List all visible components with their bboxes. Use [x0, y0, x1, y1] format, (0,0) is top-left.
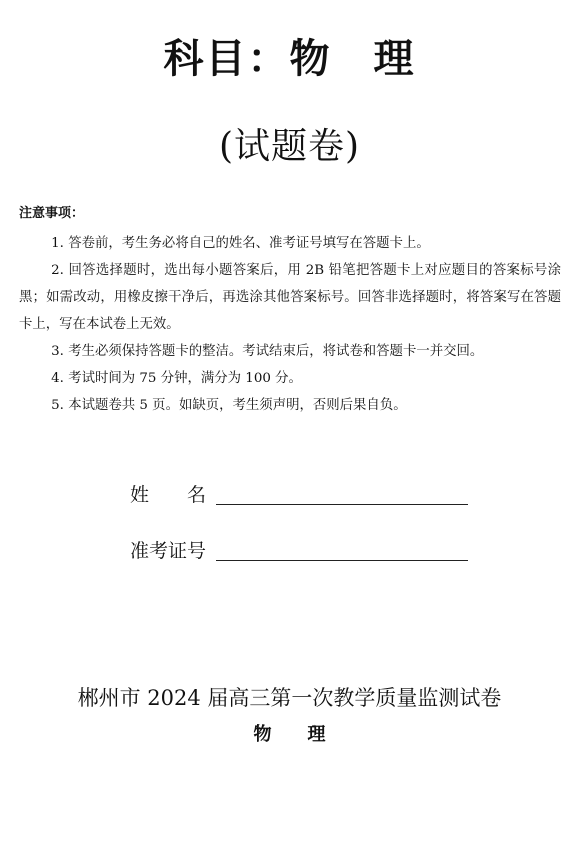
name-blank-line: [216, 504, 468, 505]
subject-title: 科目：物 理: [163, 36, 416, 82]
notice-heading: 注意事项：: [19, 206, 85, 221]
notice-item-1: 1. 答卷前，考生务必将自己的姓名、准考证号填写在答题卡上。: [51, 236, 430, 251]
notice-item-4: 4. 考试时间为 75 分钟，满分为 100 分。: [51, 371, 302, 386]
exam-id-field: [130, 536, 470, 566]
name-field: [130, 480, 470, 510]
name-label: 姓 名: [130, 484, 207, 506]
notice-item-3: 3. 考生必须保持答题卡的整洁。考试结束后，将试卷和答题卡一并交回。: [51, 344, 484, 359]
exam-name: 郴州市 2024 届高三第一次教学质量监测试卷: [77, 686, 502, 710]
notice-list: [19, 230, 561, 419]
notice-item-2: 2. 回答选择题时，选出每小题答案后，用 2B 铅笔把答题卡上对应题目的答案标号涂黑；如需改动，用橡皮擦干净后，再选涂其他答案标号。回答非选择题时，将答案写在答题卡上，写在本试卷上无效。: [19, 263, 561, 332]
exam-subject: 物 理: [253, 724, 326, 745]
exam-id-blank-line: [216, 560, 468, 561]
paper-type-label: (试题卷): [218, 126, 361, 167]
notice-item-5: 5. 本试题卷共 5 页。如缺页，考生须声明，否则后果自负。: [51, 398, 407, 413]
exam-id-label: 准考证号: [130, 540, 207, 562]
